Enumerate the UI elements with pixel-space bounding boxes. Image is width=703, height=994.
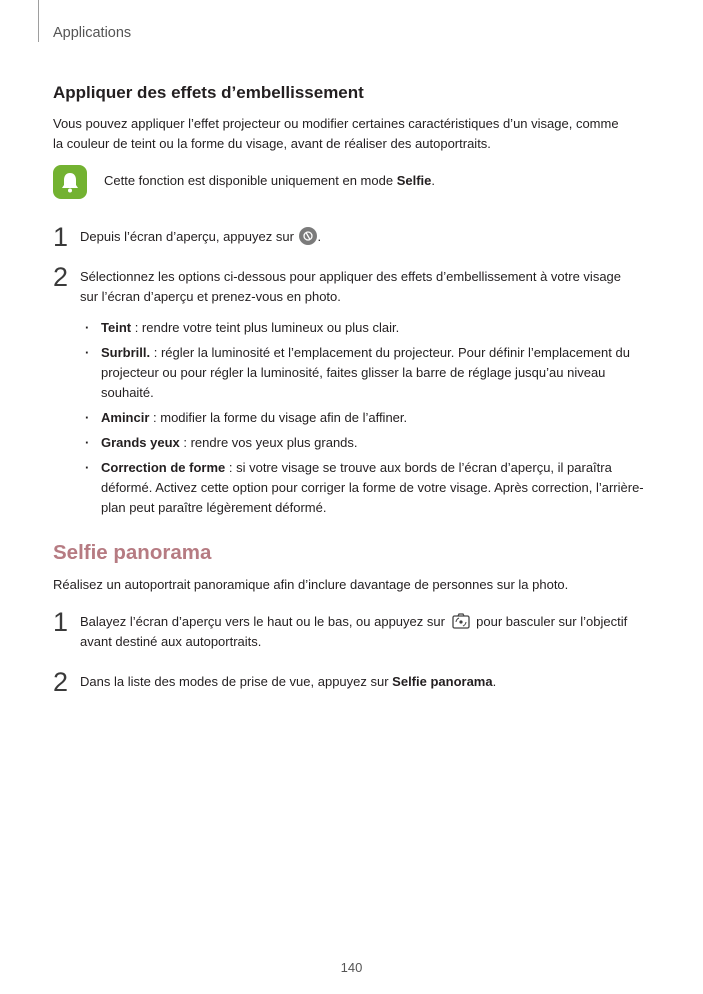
header-divider <box>38 0 39 42</box>
option-name: Grands yeux <box>101 435 180 450</box>
note-text-part: . <box>431 173 436 188</box>
section-intro-beauty <box>53 114 653 154</box>
list-item <box>85 458 645 518</box>
step-text-part: pour basculer sur l’objectif <box>472 614 628 629</box>
page-number: 140 <box>340 960 363 975</box>
step-text-part: . <box>492 674 497 689</box>
step-line: sur l’écran d’aperçu et prenez-vous en photo. <box>80 289 341 304</box>
note-bold: Selfie <box>396 173 432 188</box>
step-text <box>80 672 645 692</box>
section-header: Applications <box>53 25 132 41</box>
option-desc: : modifier la forme du visage afin de l’affiner. <box>149 410 408 425</box>
option-name: Teint <box>101 320 132 335</box>
step-number: 1 <box>53 607 69 637</box>
list-item <box>85 318 645 338</box>
step-text-part: Dans la liste des modes de prise de vue, appuyez sur <box>80 674 393 689</box>
note-text <box>104 173 435 188</box>
section-intro-panorama: Réalisez un autoportrait panoramique afin d’inclure davantage de personnes sur la photo. <box>53 577 569 592</box>
step-line: avant destiné aux autoportraits. <box>80 634 262 649</box>
note-text-part: Cette fonction est disponible uniquement en mode <box>104 173 397 188</box>
option-name: Correction de forme <box>101 460 226 475</box>
step-text-part: . <box>317 229 322 244</box>
step-text-part: Balayez l’écran d’aperçu vers le haut ou le bas, ou appuyez sur <box>80 614 449 629</box>
step-text <box>80 267 645 307</box>
option-desc: : si votre visage se trouve aux bords de l’écran d’aperçu, il paraîtra déformé. Activez cette option pour corriger la forme de votre visage. Après correction, l’arrière-plan peut paraître légèrement déformé. <box>101 460 644 515</box>
option-desc: : rendre votre teint plus lumineux ou plus clair. <box>131 320 400 335</box>
list-item <box>85 343 645 403</box>
options-list <box>85 318 645 523</box>
section-title-beauty: Appliquer des effets d’embellissement <box>53 83 364 102</box>
intro-line: Vous pouvez appliquer l’effet projecteur ou modifier certaines caractéristiques d’un visage, comme <box>53 116 619 131</box>
bell-icon <box>53 165 87 199</box>
section-title-panorama: Selfie panorama <box>53 541 212 564</box>
step-text <box>80 227 645 247</box>
option-name: Amincir <box>101 410 150 425</box>
step-number: 1 <box>53 222 69 252</box>
beauty-effect-icon <box>299 227 317 245</box>
switch-camera-icon <box>451 612 471 630</box>
step-number: 2 <box>53 262 69 292</box>
step-line: Sélectionnez les options ci-dessous pour appliquer des effets d’embellissement à votre visage <box>80 269 622 284</box>
option-name: Surbrill. <box>101 345 151 360</box>
step-text-part: Depuis l’écran d’aperçu, appuyez sur <box>80 229 298 244</box>
option-desc: : régler la luminosité et l’emplacement du projecteur. Pour définir l’emplacement du projecteur ou pour régler la luminosité, faites glisser la barre de réglage jusqu’au niveau souhaité. <box>101 345 630 400</box>
step-text <box>80 612 645 652</box>
list-item <box>85 408 645 428</box>
step-number: 2 <box>53 667 69 697</box>
mode-name: Selfie panorama <box>392 674 493 689</box>
list-item <box>85 433 645 453</box>
intro-line: la couleur de teint ou la forme du visage, avant de réaliser des autoportraits. <box>53 136 491 151</box>
step-line <box>80 612 645 632</box>
option-desc: : rendre vos yeux plus grands. <box>179 435 358 450</box>
